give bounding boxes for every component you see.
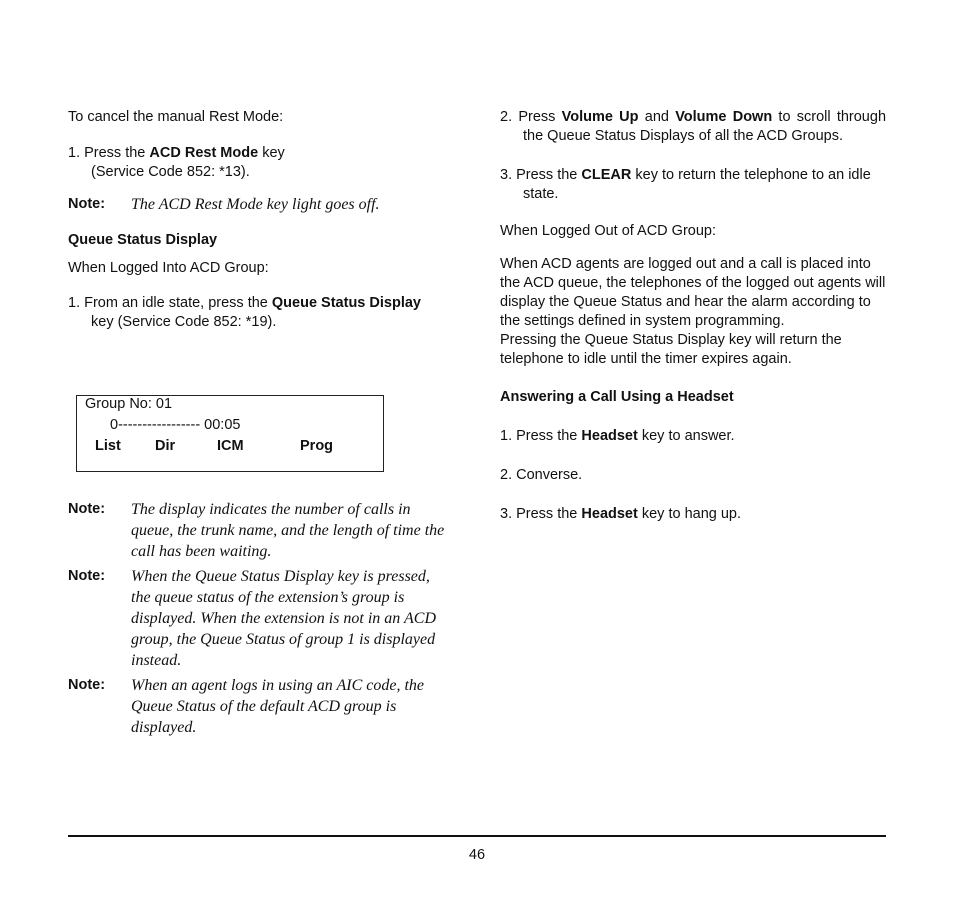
logged-out-paragraph: When ACD agents are logged out and a call is placed into the ACD queue, the telephones of the logged out agents will display the Queue Status and hear the alarm according to the settings defined in system programming. (500, 256, 886, 329)
note-text: When the Queue Status Display key is pressed, the queue status of the extension’s group is displayed. When the extension is not in an ACD group, the Queue Status of group 1 is displayed instead. (131, 568, 436, 669)
step-1-key: ACD Rest Mode (149, 145, 259, 161)
note-rest-mode (68, 194, 453, 215)
headset-step-1-suffix: key to answer. (637, 428, 735, 444)
step-2-mid: and (638, 109, 676, 125)
headset-step-3-prefix: 3. Press the (500, 506, 582, 522)
step-2-key-volume-down: Volume Down (675, 109, 773, 125)
step-1 (68, 144, 453, 182)
note-label: Note: (68, 196, 106, 212)
qs-step-1 (68, 294, 453, 332)
headset-step-3-key: Headset (581, 506, 638, 522)
notes-block (68, 499, 453, 738)
note-text: The ACD Rest Mode key light goes off. (131, 196, 380, 213)
note-display-info (68, 499, 453, 562)
headset-step-3 (500, 505, 886, 524)
step-1-code: (Service Code 852: *13). (91, 164, 250, 180)
lcd-key-icm: ICM (217, 438, 244, 454)
step-3-suffix: key to return the telephone to an idle state. (523, 167, 871, 202)
lcd-line-2: 0----------------- 00:05 (110, 417, 241, 433)
step-1-prefix: 1. Press the (68, 145, 150, 161)
note-label: Note: (68, 677, 106, 693)
footer-rule (68, 835, 886, 837)
step-1-suffix: key (258, 145, 285, 161)
step-3 (500, 166, 886, 204)
step-2-prefix: 2. Press (500, 109, 562, 125)
qs-step-1-key: Queue Status Display (271, 295, 421, 311)
logged-out-label: When Logged Out of ACD Group: (500, 223, 717, 239)
lcd-key-prog: Prog (300, 438, 334, 454)
headset-step-1-prefix: 1. Press the (500, 428, 582, 444)
headset-step-1-key: Headset (581, 428, 638, 444)
note-text: When an agent logs in using an AIC code, the Queue Status of the default ACD group is displayed. (131, 677, 424, 736)
lcd-display (76, 395, 384, 472)
lcd-line-1: Group No: 01 (85, 396, 173, 412)
step-2 (500, 108, 886, 146)
section-heading-queue-status: Queue Status Display (68, 232, 218, 248)
note-label: Note: (68, 568, 106, 584)
headset-step-1 (500, 427, 886, 446)
section-heading-headset: Answering a Call Using a Headset (500, 389, 734, 405)
note-text: The display indicates the number of calls in queue, the trunk name, and the length of time the call has been waiting. (131, 501, 445, 560)
qs-step-1-code: key (Service Code 852: *19). (91, 314, 277, 330)
lcd-key-dir: Dir (155, 438, 176, 454)
logged-in-label: When Logged Into ACD Group: (68, 260, 269, 276)
step-3-prefix: 3. Press the (500, 167, 582, 183)
queue-key-paragraph: Pressing the Queue Status Display key will return the telephone to idle until the timer expires again. (500, 332, 842, 367)
lcd-key-list: List (95, 438, 121, 454)
headset-step-2: 2. Converse. (500, 467, 583, 483)
note-aic-code (68, 675, 453, 738)
left-column (68, 108, 453, 736)
step-2-key-volume-up: Volume Up (561, 109, 639, 125)
step-3-key-clear: CLEAR (581, 167, 632, 183)
cancel-intro: To cancel the manual Rest Mode: (68, 109, 284, 125)
note-queue-status-key (68, 566, 453, 671)
headset-step-3-suffix: key to hang up. (637, 506, 742, 522)
qs-step-1-prefix: 1. From an idle state, press the (68, 295, 272, 311)
step-2-suffix: to scroll through the Queue Status Displays of all the ACD Groups. (523, 109, 887, 144)
note-label: Note: (68, 501, 106, 517)
page-number: 46 (468, 847, 486, 863)
right-column (500, 108, 886, 524)
